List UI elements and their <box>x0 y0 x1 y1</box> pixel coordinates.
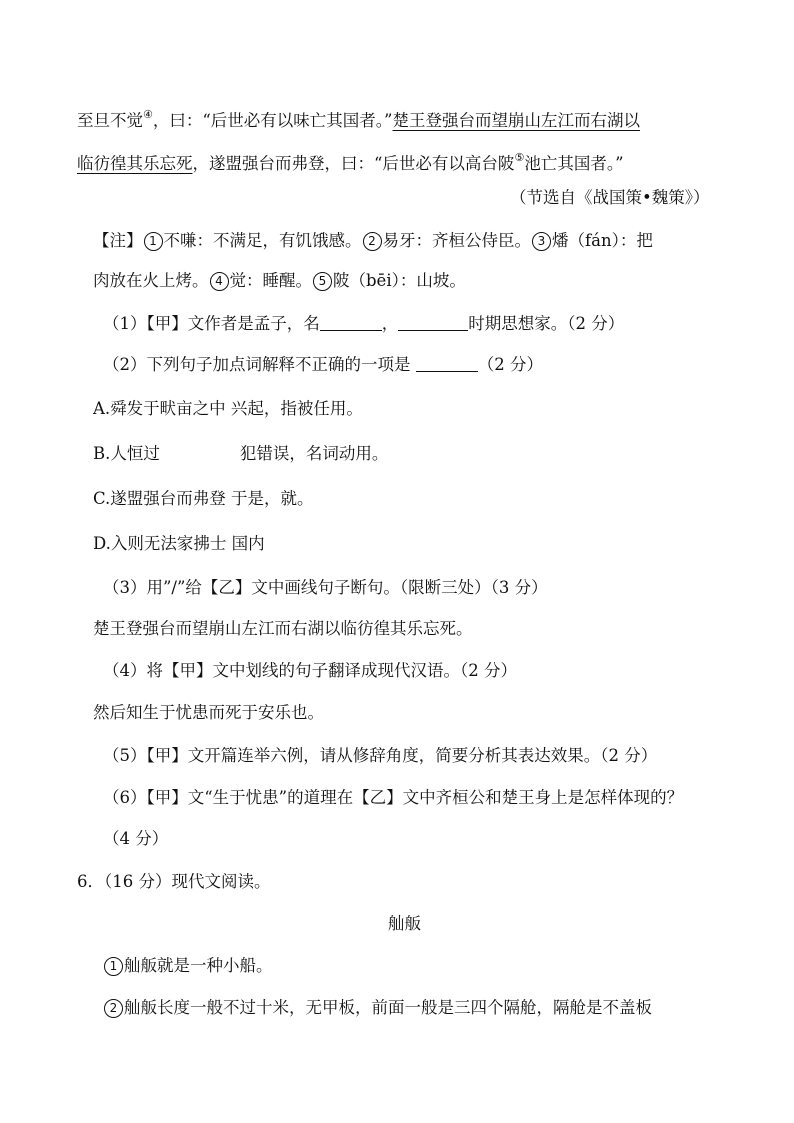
passage-text: 至旦不觉 <box>77 111 143 130</box>
note-text: 易牙：齐桓公侍臣。 <box>382 231 531 250</box>
answer-blank[interactable] <box>320 312 382 331</box>
question-text: ， <box>381 314 399 333</box>
passage-line-1 <box>77 103 640 133</box>
note-text: 不嗛：不满足，有饥饿感。 <box>163 231 362 250</box>
passage-text: ，遂盟强台而弗登，曰：“后世必有以高台陂 <box>192 154 515 173</box>
note-number-1: 1 <box>144 232 163 251</box>
question-6-score: （4 分） <box>103 829 169 848</box>
notes-label: 【注】 <box>93 231 143 250</box>
question-text: （2）下列句子加点词解释不正确的一项是 <box>103 355 411 374</box>
option-a: A.舜发于畎亩之中 兴起，指被任用。 <box>93 399 363 418</box>
note-number-5: 5 <box>313 272 332 291</box>
footnote-marker-4: ④ <box>143 108 153 121</box>
question-2 <box>103 353 543 377</box>
article-title: 舢舨 <box>388 914 421 933</box>
notes-line-1 <box>93 229 653 253</box>
passage-source: （节选自《战国策•魏策》） <box>510 188 710 207</box>
question-text: （1）【甲】文作者是孟子，名 <box>103 314 320 333</box>
note-number-4: 4 <box>210 272 229 291</box>
question-5: （5）【甲】文开篇连举六例，请从修辞角度，简要分析其表达效果。（2 分） <box>103 746 658 765</box>
question-6: （6）【甲】文“生于忧患”的道理在【乙】文中齐桓公和楚王身上是怎样体现的？ <box>103 788 684 807</box>
notes-line-2 <box>93 269 466 293</box>
option-c: C.遂盟强台而弗登 于是，就。 <box>93 489 314 508</box>
underlined-sentence: 楚王登强台而望崩山左江而右湖以 <box>392 111 640 130</box>
note-text: 燔（fán）：把 <box>552 231 653 250</box>
section-heading: 6．（16 分）现代文阅读。 <box>77 872 271 891</box>
footnote-marker-5: ⑤ <box>514 151 525 164</box>
question-1 <box>103 312 624 336</box>
question-4: （4）将【甲】文中划线的句子翻译成现代汉语。（2 分） <box>103 661 517 680</box>
question-4-sentence: 然后知生于忧患而死于安乐也。 <box>93 703 324 722</box>
passage-text: ，曰：“后世必有以味亡其国者。” <box>152 111 393 130</box>
option-d: D.入则无法家拂士 国内 <box>93 534 265 553</box>
paragraph-1 <box>103 954 273 978</box>
underlined-sentence: 临彷徨其乐忘死 <box>77 154 193 173</box>
note-number-2: 2 <box>363 232 382 251</box>
answer-blank[interactable] <box>416 353 478 372</box>
passage-line-2 <box>77 146 624 176</box>
note-text: 陂（bēi）：山坡。 <box>333 271 466 290</box>
note-text: 肉放在火上烤。 <box>93 271 209 290</box>
paragraph-text: 舢舨长度一般不过十米，无甲板，前面一般是三四个隔舱，隔舱是不盖板 <box>124 998 652 1017</box>
answer-blank[interactable] <box>398 312 468 331</box>
paragraph-number-1: 1 <box>104 957 123 976</box>
question-3: （3）用”/”给【乙】文中画线句子断句。（限断三处）（3 分） <box>103 578 548 597</box>
question-score: （2 分） <box>477 355 543 374</box>
note-text: 觉：睡醒。 <box>229 271 312 290</box>
note-number-3: 3 <box>532 232 551 251</box>
option-text: B.人恒过 <box>93 444 160 463</box>
question-3-sentence: 楚王登强台而望崩山左江而右湖以临彷徨其乐忘死。 <box>93 619 473 638</box>
paragraph-2 <box>103 996 652 1020</box>
option-text: 犯错误，名词动用。 <box>239 444 389 463</box>
passage-text: 池亡其国者。” <box>524 154 624 173</box>
paragraph-number-2: 2 <box>104 999 123 1018</box>
option-b <box>93 442 388 466</box>
question-text: 时期思想家。（2 分） <box>468 314 625 333</box>
paragraph-text: 舢舨就是一种小船。 <box>124 956 273 975</box>
